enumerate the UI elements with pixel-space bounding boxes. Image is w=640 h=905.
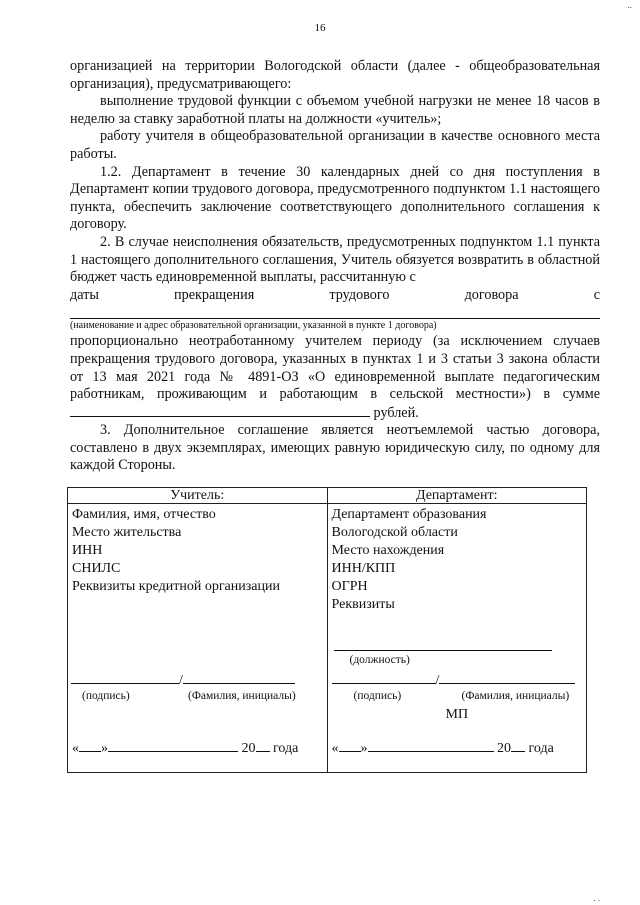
paragraph-refund [70,333,600,422]
dept-field-details: Реквизиты [331,597,395,612]
teacher-field-residence: Место жительства [72,525,182,540]
teacher-field-snils: СНИЛС [72,561,121,576]
teacher-date-line: « » 20 года [72,741,299,756]
dept-signature-line: / [332,672,576,689]
teacher-header: Учитель: [68,488,328,504]
page-number: 16 [314,22,326,34]
department-header: Департамент: [327,488,587,504]
signature-table [67,487,587,773]
corner-mark-top: .. [627,0,632,10]
dept-name-caption: (Фамилия, инициалы) [461,690,570,702]
org-name-caption: (наименование и адрес образовательной организации, указанной в пункте 1 договора) [70,320,437,332]
teacher-cell [68,504,328,773]
teacher-field-name: Фамилия, имя, отчество [72,507,216,522]
position-caption: (должность) [349,654,410,666]
dept-field-location: Место нахождения [331,543,445,558]
corner-mark-bottom: . . [593,893,600,903]
dept-sign-caption: (подпись) [353,690,402,702]
position-line [334,650,552,651]
org-name-line [70,306,600,319]
paragraph-2: 2. В случае неисполнения обязательств, предусмотренных подпунктом 1.1 пункта 1 настоящего дополнительного соглашения, Учитель обязуется возвратить в областной бюджет часть единовременной выплаты, рассчитанную с [70,233,600,286]
teacher-name-caption: (Фамилия, инициалы) [188,690,296,702]
paragraph-2-last-line: даты прекращения трудового договора с [70,286,600,303]
teacher-field-bank: Реквизиты кредитной организации [72,579,280,594]
amount-blank [70,404,370,417]
dept-field-inn-kpp: ИНН/КПП [331,561,396,576]
stamp-label: МП [445,707,469,722]
teacher-signature-line: / [71,672,295,689]
paragraph-1-2: 1.2. Департамент в течение 30 календарных дней со дня поступления в Департамент копии трудового договора, предусмотренного подпунктом 1.1 настоящего пункта, обеспечить заключение соответствующего дополнительного соглашения к договору. [70,163,600,233]
teacher-sign-caption: (подпись) [82,690,130,702]
paragraph-main-job: работу учителя в общеобразовательной организации в качестве основного места работы. [70,128,600,162]
document-body [70,58,600,475]
teacher-field-inn: ИНН [72,543,103,558]
refund-text: пропорционально неотработанному учителем периоду (за исключением случаев прекращения трудового договора, указанных в пунктах 1 и 3 статьи 3 закона области от 13 мая 2021 года № 4891-ОЗ «О единовременной выплате педагогическим работникам, проживающим и работающим в сельской местности») в сумме [70,333,600,403]
paragraph-org: организацией на территории Вологодской области (далее - общеобразовательная организация), предусматривающего: [70,58,600,92]
dept-date-line: « » 20 года [331,741,554,756]
paragraph-3: 3. Дополнительное соглашение является неотъемлемой частью договора, составлено в двух экземплярах, имеющих равную юридическую силу, по одному для каждой Стороны. [70,422,600,474]
rubles-label: рублей. [373,404,419,421]
dept-field-ogrn: ОГРН [331,579,368,594]
department-cell [327,504,587,773]
paragraph-workload: выполнение трудовой функции с объемом учебной нагрузки не менее 18 часов в неделю за ставку заработной платы на должности «учитель»; [70,93,600,127]
dept-field-name-2: Вологодской области [331,525,458,540]
dept-field-name-1: Департамент образования [331,507,487,522]
